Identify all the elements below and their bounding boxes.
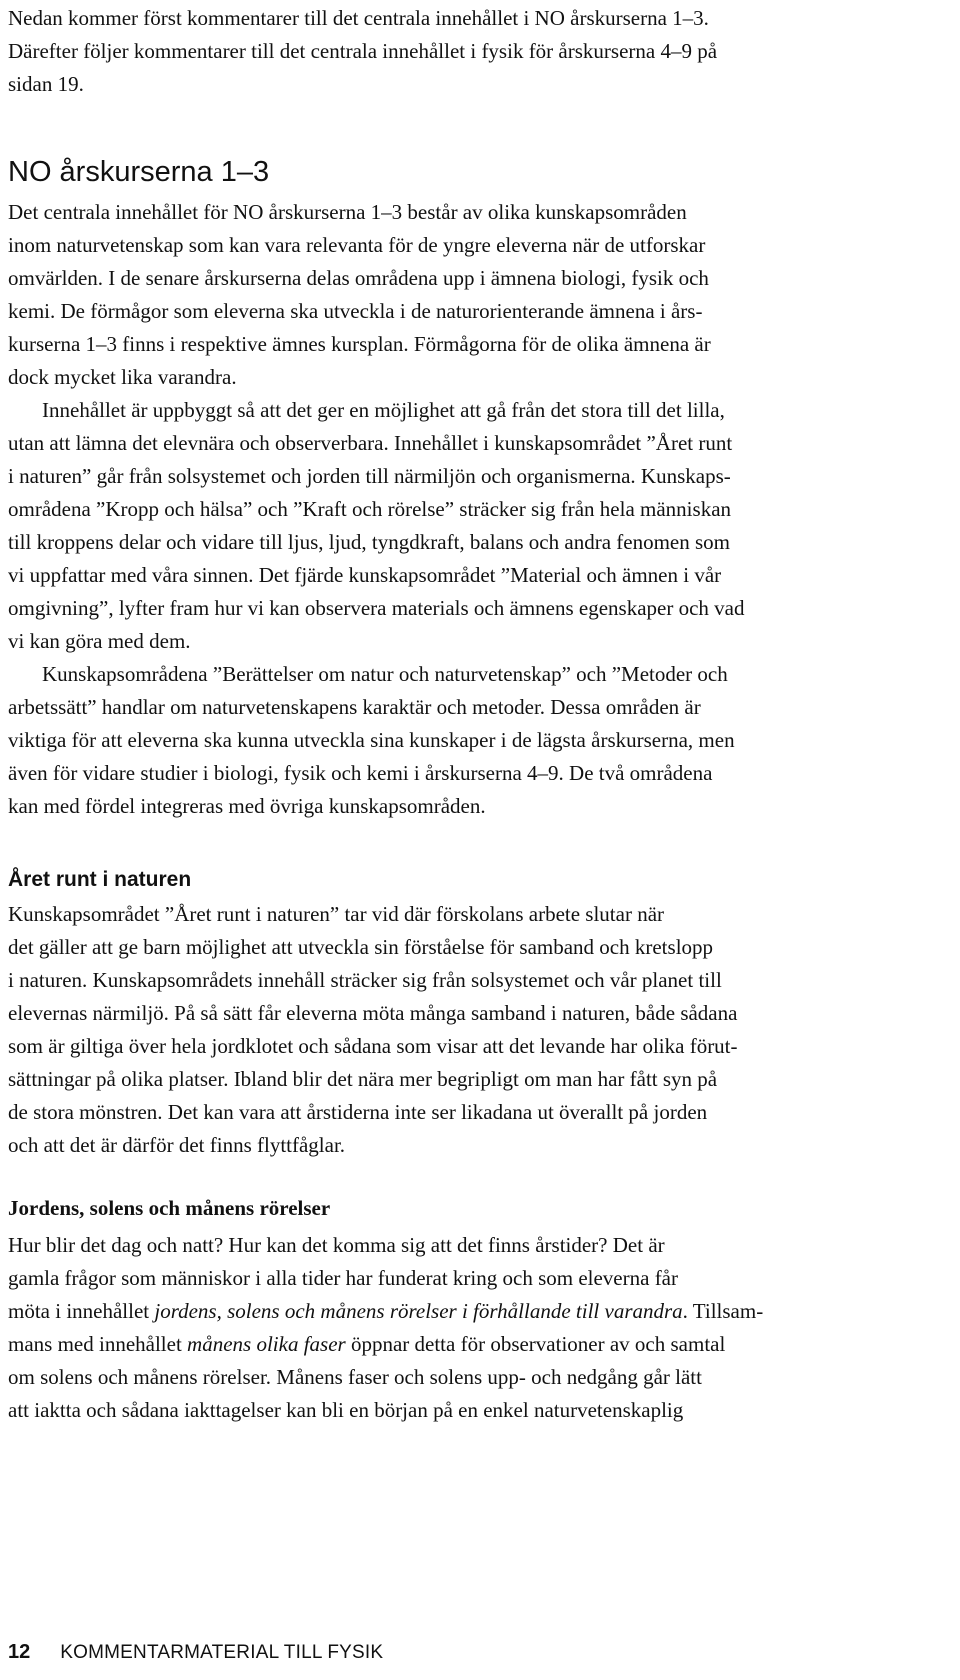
text-line: Det centrala innehållet för NO årskurserna 1–3 består av olika kunskapsområden: [8, 200, 687, 224]
text-line: även för vidare studier i biologi, fysik och kemi i årskurserna 4–9. De två områdena: [8, 761, 713, 785]
text-line: [8, 1295, 948, 1328]
subsection-heading-jordens: Jordens, solens och månens rörelser: [8, 1196, 331, 1220]
emphasis-text: månens olika faser: [187, 1332, 346, 1356]
paragraph: [8, 196, 948, 394]
text-line: Nedan kommer först kommentarer till det centrala innehållet i NO årskurserna 1–3.: [8, 6, 709, 30]
text-line: om solens och månens rörelser. Månens faser och solens upp- och nedgång går lätt: [8, 1365, 702, 1389]
intro-paragraph: [8, 0, 948, 101]
text-line: omgivning”, lyfter fram hur vi kan observera materials och ämnens egenskaper och vad: [8, 596, 745, 620]
text-line: gamla frågor som människor i alla tider har funderat kring och som eleverna får: [8, 1266, 679, 1290]
text-segment: mans med innehållet: [8, 1332, 188, 1356]
text-line: dock mycket lika varandra.: [8, 365, 237, 389]
text-line: sättningar på olika platser. Ibland blir det nära mer begripligt om man har fått syn på: [8, 1067, 718, 1091]
text-line: kemi. De förmågor som eleverna ska utveckla i de naturorienterande ämnena i års-: [8, 299, 703, 323]
text-line: kan med fördel integreras med övriga kunskapsområden.: [8, 794, 486, 818]
text-line: att iaktta och sådana iakttagelser kan bli en början på en enkel naturvetenskaplig: [8, 1398, 684, 1422]
text-line: vi uppfattar med våra sinnen. Det fjärde kunskapsområdet ”Material och ämnen i vår: [8, 563, 722, 587]
text-segment: möta i innehållet: [8, 1299, 155, 1323]
emphasis-text: jordens, solens och månens rörelser i förhållande till varandra: [154, 1299, 683, 1323]
text-line: det gäller att ge barn möjlighet att utveckla sin förståelse för samband och kretslopp: [8, 935, 714, 959]
text-line: utan att lämna det elevnära och observerbara. Innehållet i kunskapsområdet ”Året runt: [8, 431, 733, 455]
section-no-body: [8, 196, 948, 823]
text-line: [8, 1328, 948, 1361]
text-line: Kunskapsområdena ”Berättelser om natur och naturvetenskap” och ”Metoder och: [42, 662, 728, 686]
section-heading-no: NO årskurserna 1–3: [8, 156, 270, 188]
text-line: Hur blir det dag och natt? Hur kan det komma sig att det finns årstider? Det är: [8, 1233, 665, 1257]
text-line: i naturen. Kunskapsområdets innehåll sträcker sig från solsystemet och vår planet till: [8, 968, 722, 992]
text-line: vi kan göra med dem.: [8, 629, 191, 653]
text-line: och att det är därför det finns flyttfåglar.: [8, 1133, 346, 1157]
text-line: Innehållet är uppbyggt så att det ger en möjlighet att gå från det stora till det lilla,: [42, 398, 725, 422]
text-line: i naturen” går från solsystemet och jorden till närmiljön och organismerna. Kunskaps-: [8, 464, 731, 488]
text-line: arbetssätt” handlar om naturvetenskapens karaktär och metoder. Dessa områden är: [8, 695, 701, 719]
text-line: elevernas närmiljö. På så sätt får eleverna möta många samband i naturen, både sådana: [8, 1001, 738, 1025]
text-segment: öppnar detta för observationer av och samtal: [345, 1332, 726, 1356]
paragraph: [8, 394, 948, 658]
text-line: områdena ”Kropp och hälsa” och ”Kraft och rörelse” sträcker sig från hela människan: [8, 497, 732, 521]
text-line: Kunskapsområdet ”Året runt i naturen” tar vid där förskolans arbete slutar när: [8, 902, 665, 926]
text-line: som är giltiga över hela jordklotet och sådana som visar att det levande har olika förut-: [8, 1034, 738, 1058]
text-line: omvärlden. I de senare årskurserna delas områdena upp i ämnena biologi, fysik och: [8, 266, 709, 290]
page-footer: [8, 1638, 383, 1667]
section-aret-body: [8, 898, 948, 1162]
text-line: de stora mönstren. Det kan vara att årstiderna inte ser likadana ut överallt på jorden: [8, 1100, 708, 1124]
text-line: Därefter följer kommentarer till det centrala innehållet i fysik för årskurserna 4–9 på: [8, 39, 718, 63]
text-segment: . Tillsam-: [682, 1299, 764, 1323]
text-line: kurserna 1–3 finns i respektive ämnes kursplan. Förmågorna för de olika ämnena är: [8, 332, 711, 356]
text-line: inom naturvetenskap som kan vara relevanta för de yngre eleverna när de utforskar: [8, 233, 706, 257]
section-heading-aret-runt: Året runt i naturen: [8, 868, 192, 891]
text-line: till kroppens delar och vidare till ljus, ljud, tyngdkraft, balans och andra fenomen som: [8, 530, 730, 554]
document-page: [8, 0, 948, 1422]
paragraph: [8, 658, 948, 823]
section-jordens-body: [8, 1229, 948, 1427]
running-title: KOMMENTARMATERIAL TILL FYSIK: [60, 1642, 384, 1663]
page-number: 12: [8, 1641, 31, 1663]
text-line: sidan 19.: [8, 72, 84, 96]
text-line: viktiga för att eleverna ska kunna utveckla sina kunskaper i de lägsta årskurserna, men: [8, 728, 735, 752]
